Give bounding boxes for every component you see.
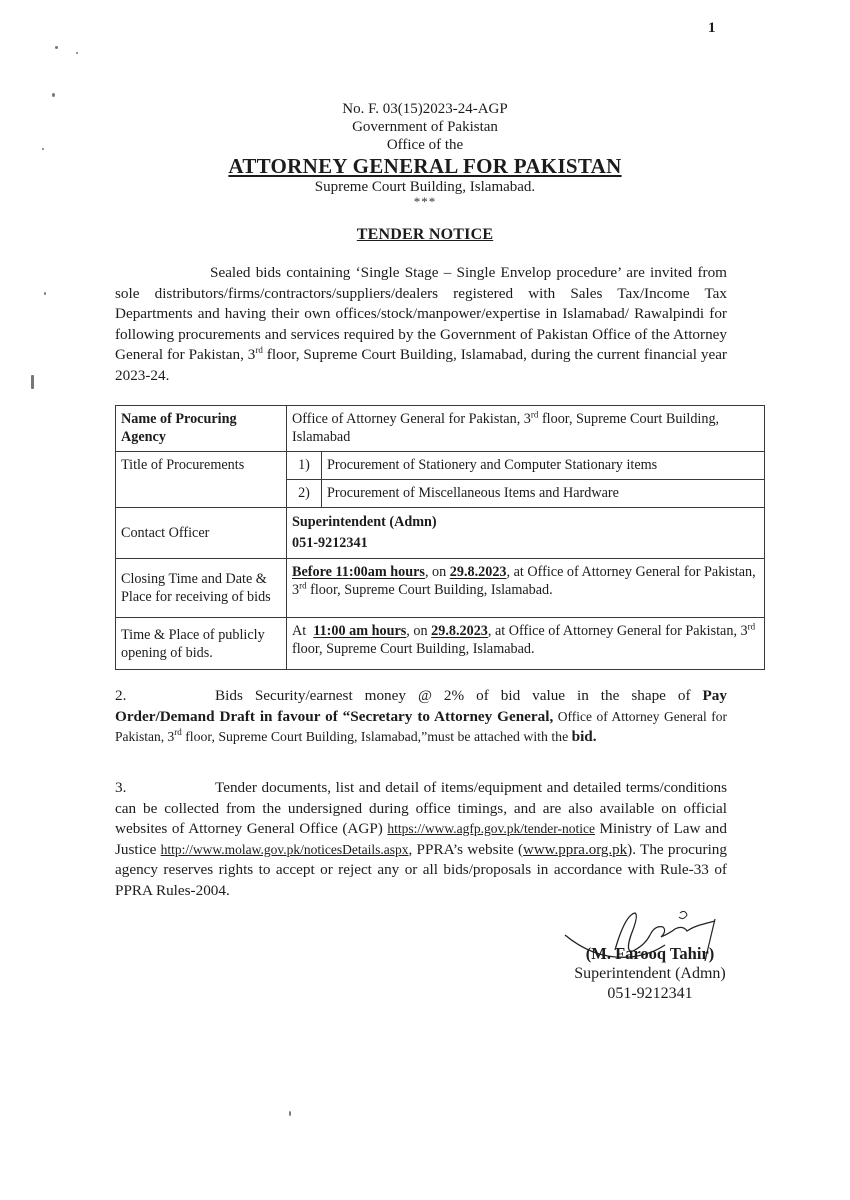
procurement-number: 2) (287, 480, 322, 508)
closing-time: Before 11:00am hours (292, 564, 425, 580)
notice-title: TENDER NOTICE (356, 226, 494, 243)
table-row (116, 559, 765, 618)
agency-text: Office of Attorney General for Pakistan, 3 (292, 411, 531, 427)
paragraph-text: Bids Security/earnest money @ 2% of bid value in the shape of (215, 687, 703, 704)
superscript: rd (530, 409, 539, 420)
scan-speck (52, 93, 55, 97)
opening-text: , on (406, 623, 432, 639)
closing-label: Closing Time and Date & Place for receiving of bids (116, 559, 287, 618)
procurement-title: Procurement of Miscellaneous Items and Hardware (322, 480, 765, 508)
superscript: rd (174, 726, 182, 737)
table-row (116, 452, 765, 480)
signatory-designation: Superintendent (Admn) (574, 965, 726, 982)
procurement-title: Procurement of Stationery and Computer Stationary items (322, 452, 765, 480)
opening-label: Time & Place of publicly opening of bids. (116, 618, 287, 670)
closing-value (287, 559, 765, 618)
signatory-block (560, 944, 740, 1004)
opening-text: At (292, 623, 314, 639)
ppra-website-link[interactable]: www.ppra.org.pk (523, 841, 628, 858)
paragraph-bold-text: Pay Order/Demand Draft in favour of “Secretary to Attorney General, (115, 687, 727, 725)
paragraph-text: Office of Attorney General for Pakistan, 3 (115, 708, 727, 744)
closing-text: , on (424, 564, 450, 580)
superscript: rd (299, 580, 307, 591)
opening-date: 29.8.2023 (431, 623, 488, 639)
scan-speck (55, 46, 58, 49)
signatory-name: (M. Farooq Tahir) (585, 944, 715, 963)
scan-speck (31, 375, 34, 389)
paragraph-number: 2. (115, 687, 127, 704)
page-number: 1 (708, 20, 716, 36)
scan-speck (289, 1111, 291, 1116)
tender-documents-paragraph (115, 778, 727, 901)
paragraph-text: floor, Supreme Court Building, Islamabad,”must be attached with the (181, 729, 572, 744)
file-number: No. F. 03(15)2023-24-AGP (342, 101, 508, 117)
office-address: Supreme Court Building, Islamabad. (314, 179, 536, 195)
contact-officer: Superintendent (Admn) (292, 514, 437, 530)
intro-text: floor, Supreme Court Building, Islamabad, during the current financial year 2023-24. (115, 346, 727, 384)
opening-time: 11:00 am hours (313, 623, 407, 639)
contact-phone: 051-9212341 (292, 535, 368, 551)
table-row (116, 508, 765, 559)
agp-website-link[interactable]: https://www.agfp.gov.pk/tender-notice (387, 821, 595, 836)
bid-security-paragraph (115, 686, 727, 748)
closing-text: , at Office of Attorney General for Pakistan, 3 (292, 564, 756, 598)
intro-paragraph (115, 263, 727, 386)
opening-text: floor, Supreme Court Building, Islamabad. (292, 641, 535, 657)
agency-text: floor, Supreme Court Building, Islamabad (292, 411, 720, 445)
closing-date: 29.8.2023 (449, 564, 507, 580)
scan-speck (44, 292, 46, 295)
superscript: rd (747, 621, 756, 632)
procurement-number: 1) (287, 452, 322, 480)
scan-speck (76, 52, 78, 54)
closing-text: floor, Supreme Court Building, Islamabad. (306, 582, 553, 598)
office-of-line: Office of the (386, 137, 464, 153)
procurements-label: Title of Procurements (116, 452, 287, 508)
agency-value (287, 406, 765, 452)
table-row (116, 406, 765, 452)
paragraph-text: Tender documents, list and detail of items/equipment and detailed terms/conditions can be collected from the undersigned during office timings, and are also available on official websites of Attorney General Office (AGP) (115, 779, 727, 837)
contact-value (287, 508, 765, 559)
intro-text: Sealed bids containing ‘Single Stage – Single Envelop procedure’ are invited from sole distributors/firms/contractors/suppliers/dealers registered with Sales Tax/Income Tax Departments and having their own offices/stock/manpower/expertise in Islamabad/ Rawalpindi for following procurements and services required by the Government of Pakistan Office of the Attorney General for Pakistan, 3 (115, 264, 727, 363)
paragraph-number: 3. (115, 779, 127, 796)
separator: *** (413, 194, 437, 209)
superscript: rd (255, 344, 263, 355)
opening-value (287, 618, 765, 670)
opening-text: , at Office of Attorney General for Pakistan, 3 (487, 623, 748, 639)
molaw-website-link[interactable]: http://www.molaw.gov.pk/noticesDetails.aspx (160, 841, 409, 857)
signatory-phone: 051-9212341 (607, 985, 693, 1002)
office-title: ATTORNEY GENERAL FOR PAKISTAN (228, 154, 622, 178)
tender-details-table (115, 405, 765, 670)
agency-label: Name of Procuring Agency (116, 406, 287, 452)
paragraph-bold-text: bid. (571, 728, 597, 745)
document-header (0, 100, 850, 244)
table-row (116, 618, 765, 670)
contact-label: Contact Officer (116, 508, 287, 559)
paragraph-text: ). The procuring agency reserves rights to accept or reject any or all bids/proposals in accordance with Rule-33 of PPRA Rules-2004. (115, 840, 727, 899)
paragraph-text: , PPRA’s website ( (408, 840, 524, 858)
government-line: Government of Pakistan (352, 119, 498, 135)
paragraph-text: Ministry of Law and Justice (115, 820, 727, 858)
